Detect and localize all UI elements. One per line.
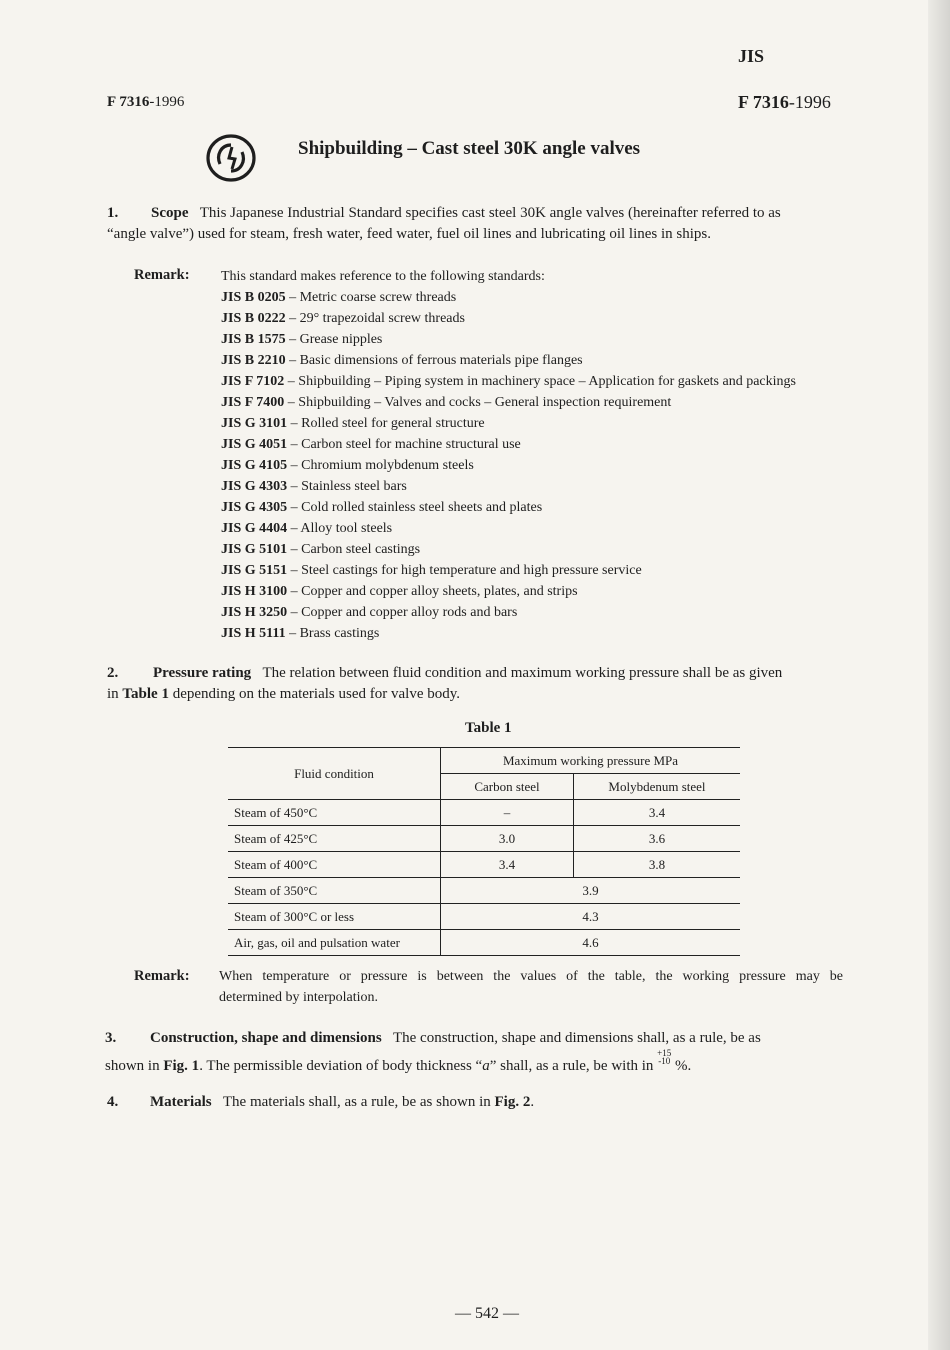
reference-item: JIS G 4051 – Carbon steel for machine structural use [221,437,521,452]
section-number: 4. [107,1094,119,1110]
year: -1996 [149,94,185,110]
reference-item: JIS G 3101 – Rolled steel for general structure [221,416,485,431]
scope-section [107,203,847,245]
header-carbon-steel: Carbon steel [441,774,574,800]
table-header-row [228,748,740,774]
section-heading: Scope [151,205,189,221]
table-row: Steam of 400°C 3.4 3.8 [228,852,740,878]
table-remark [219,966,843,1008]
table-reference: Table 1 [122,686,169,702]
table-row: Steam of 425°C 3.0 3.6 [228,826,740,852]
jis-mark-icon [205,133,257,183]
figure-reference: Fig. 2 [494,1094,531,1110]
table-title: Table 1 [465,720,512,736]
reference-intro: This standard makes reference to the following standards: [221,269,545,284]
reference-item: JIS G 5101 – Carbon steel castings [221,542,421,557]
construction-text-line1: The construction, shape and dimensions shall, as a rule, be as [392,1030,761,1046]
reference-item: JIS F 7102 – Shipbuilding – Piping system in machinery space – Application for gaskets and packings [221,374,796,389]
jis-badge: JIS [738,46,765,66]
tolerance: +15 -10 [657,1048,672,1066]
reference-item: JIS G 4404 – Alloy tool steels [221,521,393,536]
scope-text-line1: This Japanese Industrial Standard specifies cast steel 30K angle valves (hereinafter referred to as [199,205,781,221]
section-heading: Pressure rating [153,665,252,681]
reference-item: JIS B 2210 – Basic dimensions of ferrous materials pipe flanges [221,353,583,368]
header-fluid-condition: Fluid condition [228,748,441,800]
reference-item: JIS H 3100 – Copper and copper alloy sheets, plates, and strips [221,584,578,599]
pressure-section: 2. Pressure rating The relation between fluid condition and maximum working pressure shall be as given in Table 1 depending on the materials used for valve body. [107,665,783,702]
table-row: Steam of 300°C or less 4.3 [228,904,740,930]
header-molybdenum-steel: Molybdenum steel [574,774,741,800]
reference-list [221,266,796,644]
section-heading: Materials [150,1094,212,1110]
standard-code-left [107,94,184,111]
reference-item: JIS H 3250 – Copper and copper alloy rods and bars [221,605,518,620]
table-row: Steam of 350°C 3.9 [228,878,740,904]
section-number: 3. [105,1030,117,1046]
document-title: Shipbuilding – Cast steel 30K angle valves [298,138,641,159]
reference-item: JIS G 4105 – Chromium molybdenum steels [221,458,474,473]
reference-item: JIS G 4305 – Cold rolled stainless steel sheets and plates [221,500,543,515]
section-number: 1. [107,205,119,221]
reference-item: JIS G 5151 – Steel castings for high temperature and high pressure service [221,563,642,578]
reference-item: JIS F 7400 – Shipbuilding – Valves and cocks – General inspection requirement [221,395,672,410]
reference-item: JIS B 0222 – 29° trapezoidal screw threads [221,311,465,326]
scope-text-line2: “angle valve”) used for steam, fresh water, feed water, fuel oil lines and lubricating oil lines in ships. [107,226,712,242]
reference-item: JIS H 5111 – Brass castings [221,626,380,641]
table-remark-line1: When temperature or pressure is between the values of the table, the working pressure may be [219,969,843,984]
header-max-pressure: Maximum working pressure MPa [441,748,741,774]
year: -1996 [788,92,831,112]
section-number: 2. [107,665,119,681]
code: F 7316 [107,94,150,110]
reference-item: JIS G 4303 – Stainless steel bars [221,479,407,494]
table-remark-line2: determined by interpolation. [219,990,379,1005]
code: F 7316 [738,92,789,112]
table-remark-label: Remark: [134,968,190,984]
standard-code-right [738,92,831,113]
pressure-table [228,747,740,956]
materials-section: 4. Materials The materials shall, as a rule, be as shown in Fig. 2. [107,1092,534,1113]
reference-item: JIS B 0205 – Metric coarse screw threads [221,290,457,305]
table-row: Air, gas, oil and pulsation water 4.6 [228,930,740,956]
table-row: Steam of 450°C – 3.4 [228,800,740,826]
reference-item: JIS B 1575 – Grease nipples [221,332,383,347]
section-heading: Construction, shape and dimensions [150,1030,382,1046]
page-number: — 542 — [455,1305,519,1322]
figure-reference: Fig. 1 [163,1058,200,1074]
construction-section: 3. Construction, shape and dimensions The construction, shape and dimensions shall, as a rule, be as shown in Fig. 1. The permissible deviation of body thickness “a” shall, as a rule, be with in $^{+15 -10}$ %. [105,1030,761,1074]
remark-label: Remark: [134,267,190,283]
page-edge [928,0,950,1350]
pressure-text-line1: The relation between fluid condition and maximum working pressure shall be as given [262,665,783,681]
